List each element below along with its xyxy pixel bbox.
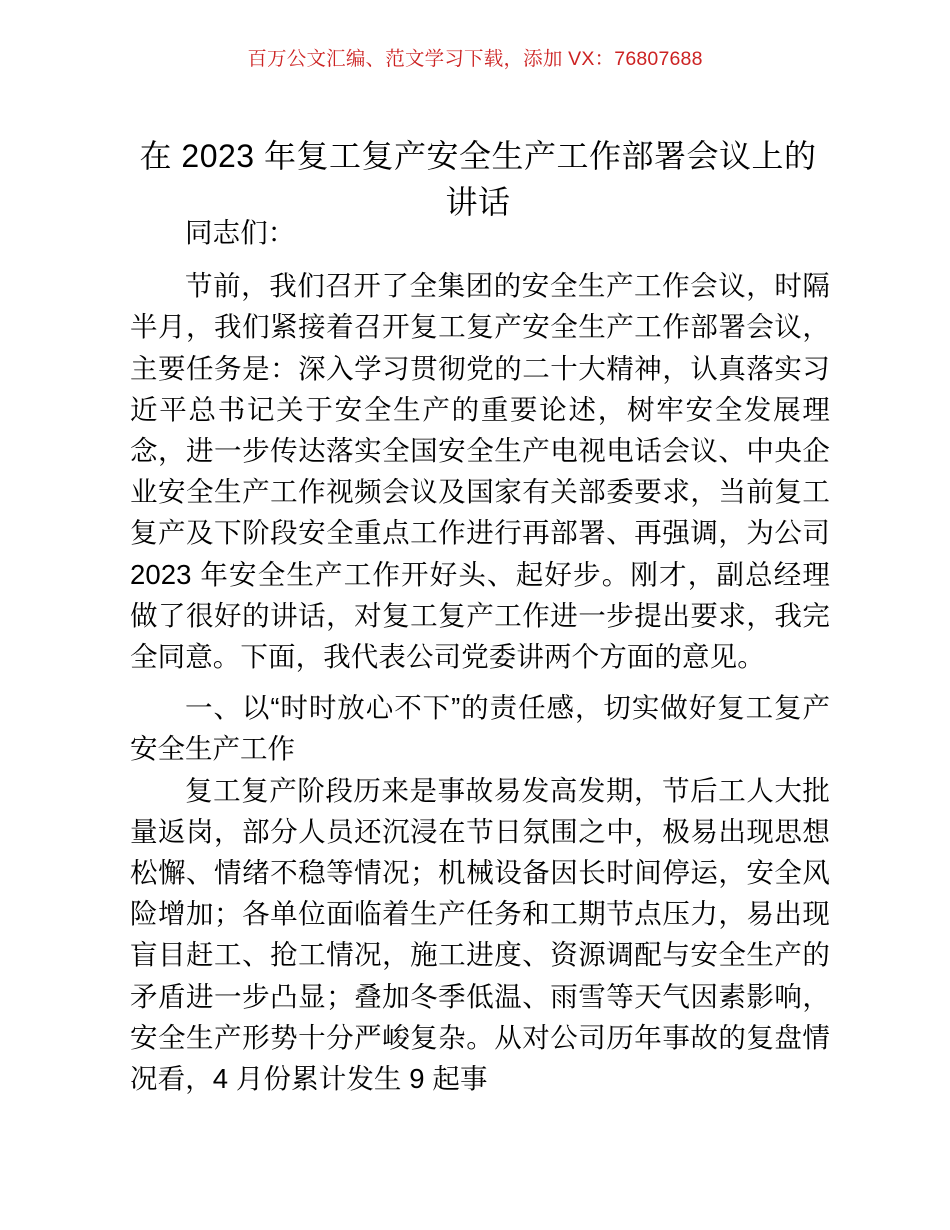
section-heading-1: 一、以“时时放心不下”的责任感，切实做好复工复产安全生产工作 bbox=[130, 692, 830, 765]
section-body-paragraph-1: 复工复产阶段历来是事故易发高发期，节后工人大批量返岗，部分人员还沉浸在节日氛围之中，极易出现思想松懈、情绪不稳等情况；机械设备因长时间停运，安全风险增加；各单位面临着生产任务和工期节点压力，易出现盲目赶工、抢工情况，施工进度、资源调配与安全生产的矛盾进一步凸显；叠加冬季低温、雨雪等天气因素影响，安全生产形势十分严峻复杂。从对公司历年事故的复盘情况看，4 月份累计发生 9 起事 bbox=[130, 774, 830, 1095]
document-body bbox=[130, 212, 830, 1099]
page-bottom-clip bbox=[0, 1120, 950, 1230]
document-title: 在 2023 年复工复产安全生产工作部署会议上的讲话 bbox=[139, 138, 817, 221]
salutation-line: 同志们： bbox=[185, 217, 296, 248]
body-paragraph-1: 节前，我们召开了全集团的安全生产工作会议，时隔半月，我们紧接着召开复工复产安全生产工作部署会议，主要任务是：深入学习贯彻党的二十大精神，认真落实习近平总书记关于安全生产的重要论述，树牢安全发展理念，进一步传达落实全国安全生产电视电话会议、中央企业安全生产工作视频会议及国家有关部委要求，当前复工复产及下阶段安全重点工作进行再部署、再强调，为公司 2023 年安全生产工作开好头、起好步。刚才，副总经理做了很好的讲话，对复工复产工作进一步提出要求，我完全同意。下面，我代表公司党委讲两个方面的意见。 bbox=[130, 270, 830, 673]
promo-banner-text: 百万公文汇编、范文学习下载，添加 VX：76807688 bbox=[247, 48, 703, 70]
